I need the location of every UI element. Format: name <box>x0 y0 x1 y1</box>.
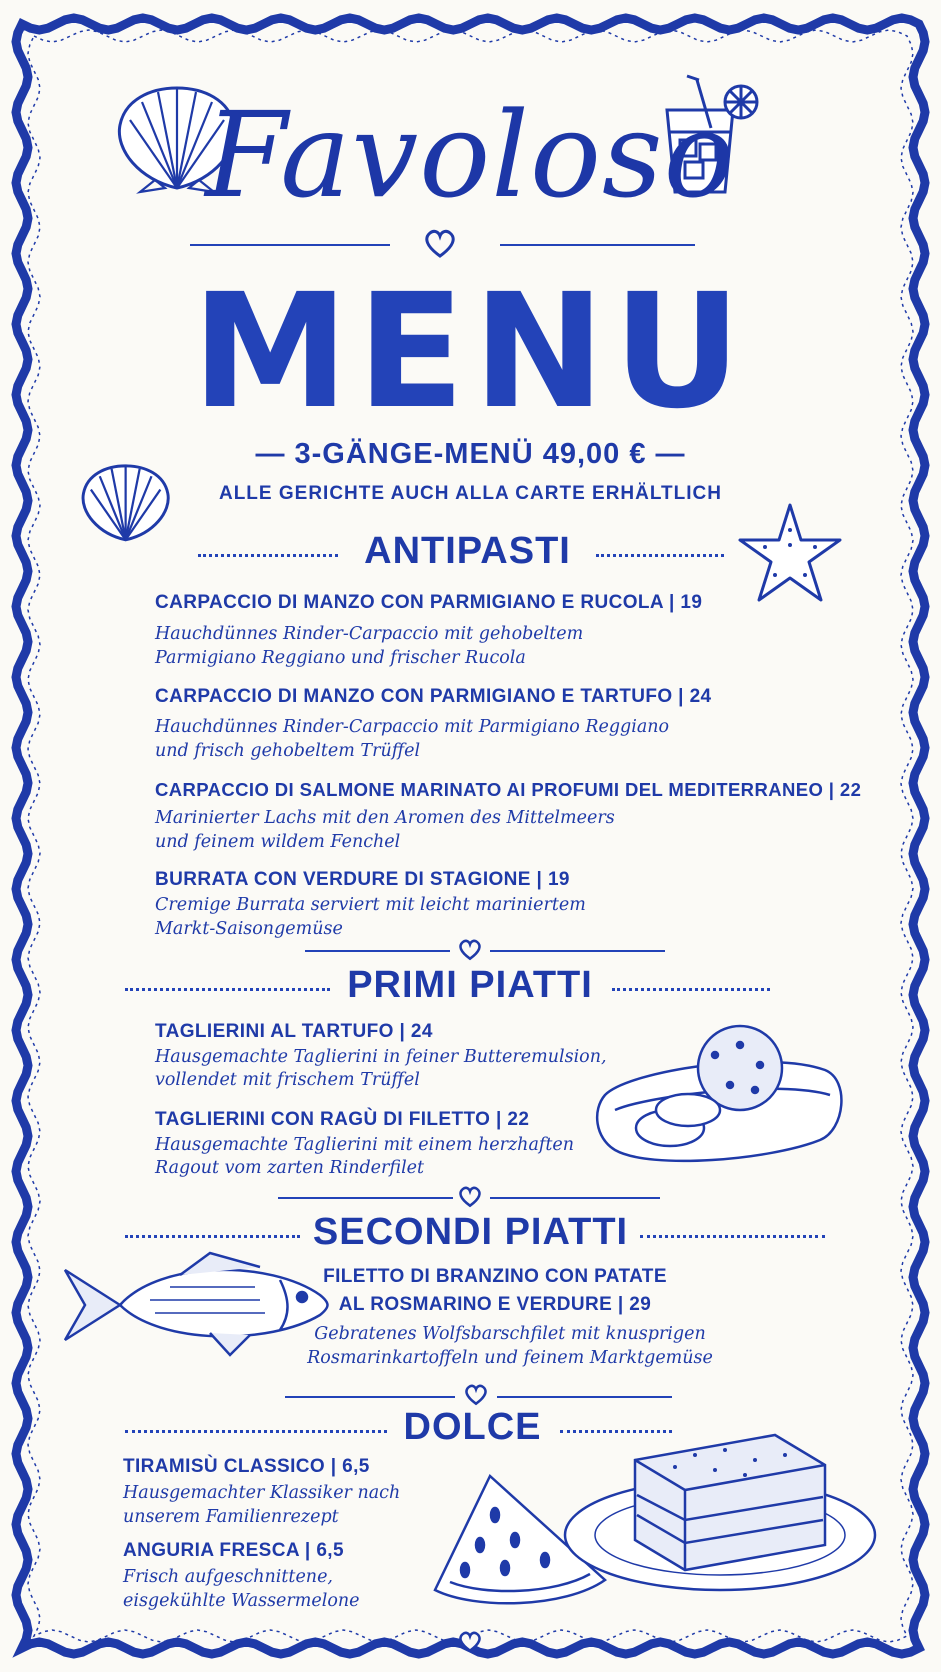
section-dots-right <box>612 988 770 991</box>
item-desc: eisgekühlte Wassermelone <box>123 1591 360 1611</box>
item-name: CARPACCIO DI MANZO CON PARMIGIANO E RUCOLA | 19 <box>155 592 703 613</box>
section-title-antipasti: ANTIPASTI <box>364 530 571 572</box>
section-dots-left <box>125 1430 387 1433</box>
divider-line <box>490 1197 660 1199</box>
truffle-board-icon <box>590 1010 855 1185</box>
heart-icon <box>463 1383 489 1407</box>
ornament-line-left <box>190 244 390 246</box>
item-name: CARPACCIO DI SALMONE MARINATO AI PROFUMI DEL MEDITERRANEO | 22 <box>155 779 862 800</box>
item-name: TAGLIERINI AL TARTUFO | 24 <box>155 1021 433 1042</box>
item-name: ANGURIA FRESCA | 6,5 <box>123 1540 344 1561</box>
item-desc: und feinem wildem Fenchel <box>155 832 401 852</box>
section-dots-right <box>596 554 724 557</box>
scallop-shell-icon <box>76 460 176 545</box>
item-desc: Hausgemachte Taglierini mit einem herzhaften <box>155 1135 575 1155</box>
item-desc: Ragout vom zarten Rinderfilet <box>155 1158 425 1178</box>
item-desc: Hausgemachte Taglierini in feiner Butteremulsion, <box>155 1047 607 1067</box>
item-name: CARPACCIO DI MANZO CON PARMIGIANO E TARTUFO | 24 <box>155 686 712 707</box>
item-desc: Parmigiano Reggiano und frischer Rucola <box>155 648 526 668</box>
item-name: BURRATA CON VERDURE DI STAGIONE | 19 <box>155 869 570 890</box>
item-name: TAGLIERINI CON RAGÙ DI FILETTO | 22 <box>155 1109 530 1130</box>
item-desc: Frisch aufgeschnittene, <box>123 1567 333 1587</box>
section-dots-right <box>640 1235 825 1238</box>
divider-line <box>278 1197 453 1199</box>
section-title-dolce: DOLCE <box>403 1406 542 1448</box>
item-desc: und frisch gehobeltem Trüffel <box>155 741 421 761</box>
heart-icon <box>422 228 458 260</box>
item-desc: unserem Familienrezept <box>123 1507 339 1527</box>
item-name: FILETTO DI BRANZINO CON PATATE <box>323 1266 667 1287</box>
divider-line <box>497 1396 672 1398</box>
starfish-icon <box>735 500 845 610</box>
menu-title: MENU <box>191 260 750 444</box>
section-dots-left <box>198 554 338 557</box>
heart-icon <box>457 1185 483 1209</box>
item-desc: Cremige Burrata serviert mit leicht mariniertem <box>155 895 586 915</box>
divider-line <box>285 1396 455 1398</box>
divider-line <box>490 950 665 952</box>
item-desc: Hausgemachter Klassiker nach <box>123 1483 401 1503</box>
item-desc: Hauchdünnes Rinder-Carpaccio mit gehobeltem <box>155 624 584 644</box>
item-desc: Gebratenes Wolfsbarschfilet mit knusprigen <box>314 1324 706 1344</box>
item-name: TIRAMISÙ CLASSICO | 6,5 <box>123 1456 370 1477</box>
section-dots-left <box>125 1235 300 1238</box>
a-la-carte-note: ALLE GERICHTE AUCH ALLA CARTE ERHÄLTLICH <box>218 483 722 504</box>
section-dots-left <box>125 988 330 991</box>
heart-icon <box>457 938 483 962</box>
item-name: AL ROSMARINO E VERDURE | 29 <box>338 1294 652 1315</box>
tiramisu-icon <box>555 1415 890 1600</box>
brand-logo: Favoloso <box>205 86 736 224</box>
item-desc: vollendet mit frischem Trüffel <box>155 1070 420 1090</box>
heart-icon <box>457 1630 483 1654</box>
section-title-primi: PRIMI PIATTI <box>347 964 593 1006</box>
item-desc: Rosmarinkartoffeln und feinem Marktgemüse <box>307 1348 713 1368</box>
item-desc: Markt-Saisongemüse <box>155 919 343 939</box>
ornament-line-right <box>500 244 695 246</box>
divider-line <box>305 950 450 952</box>
section-title-secondi: SECONDI PIATTI <box>312 1211 629 1253</box>
item-desc: Hauchdünnes Rinder-Carpaccio mit Parmigiano Reggiano <box>155 717 670 737</box>
item-desc: Marinierter Lachs mit den Aromen des Mittelmeers <box>155 808 615 828</box>
price-subtitle: — 3-GÄNGE-MENÜ 49,00 € — <box>255 438 686 470</box>
